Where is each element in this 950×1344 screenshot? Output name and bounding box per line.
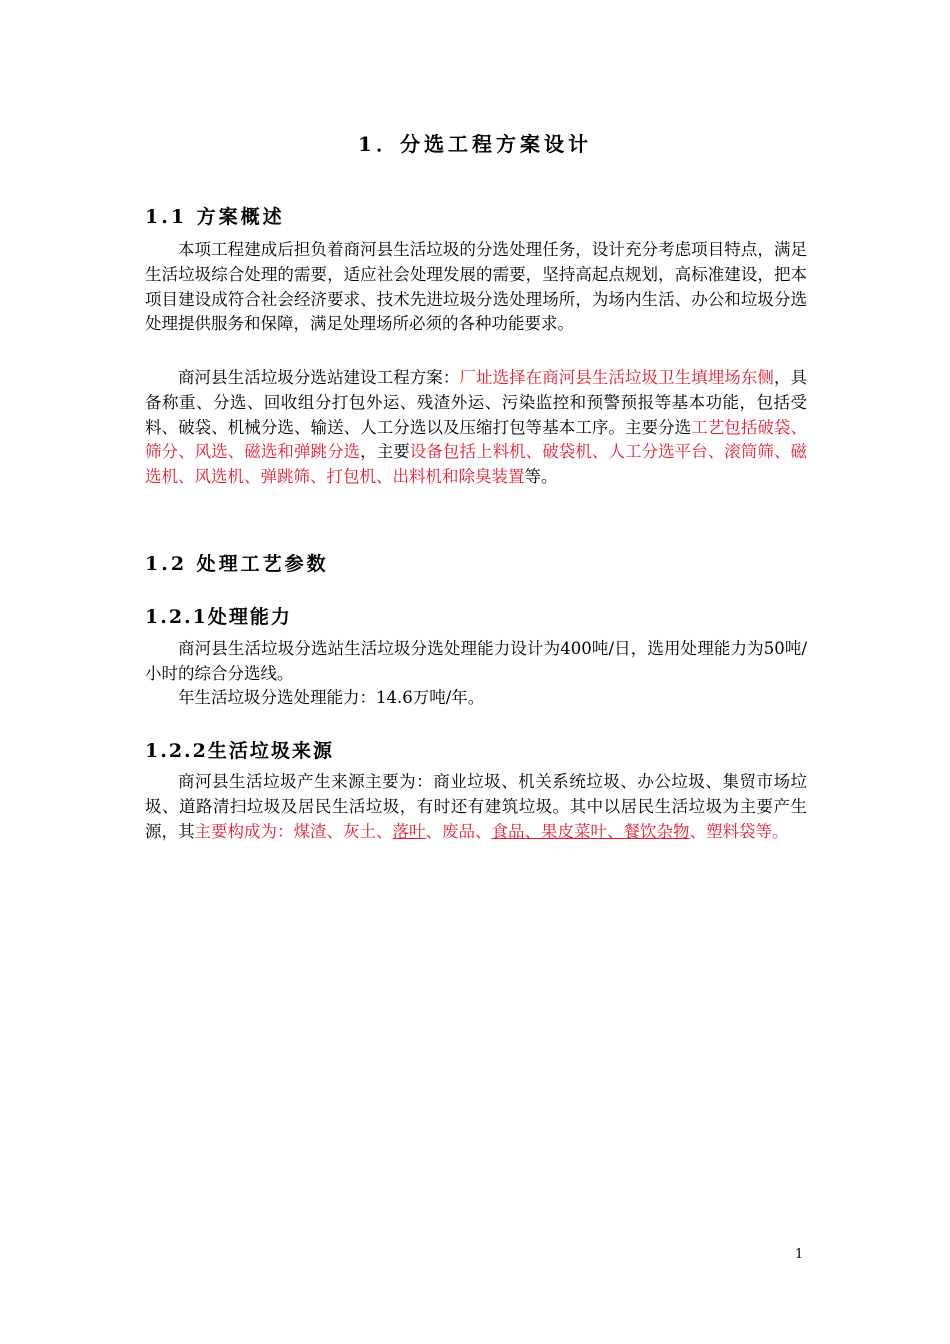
paragraph-capacity: 商河县生活垃圾分选站生活垃圾分选处理能力设计为400吨/日，选用处理能力为50吨/小时的综合分选线。 bbox=[145, 639, 807, 683]
page-title: 1．分选工程方案设计 bbox=[358, 132, 592, 156]
paragraph-plan bbox=[145, 366, 807, 490]
sources-food-highlight: 食品、果皮菜叶、餐饮杂物 bbox=[491, 821, 690, 841]
sources-text-a: 商河县生活垃圾产生来源主要为：商业垃圾、机关系统垃圾、办公垃圾、集贸市场垃圾、道路清扫垃圾及居民生活垃圾，有时还有建筑垃圾。其中以居民生活垃圾为主要产生源，其 bbox=[145, 772, 807, 841]
page-number: 1 bbox=[795, 1247, 804, 1262]
section-heading-1-2-2: 1.2.2生活垃圾来源 bbox=[145, 740, 334, 762]
plan-text-e: ，主要 bbox=[360, 442, 410, 462]
section-heading-1-2-1: 1.2.1处理能力 bbox=[145, 606, 292, 628]
plan-equipment-highlight: 设备包括上料机、破袋机、人工分选平台、滚筒筛、磁选机、风选机、弹跳筛、打包机、出料机和除臭装置 bbox=[145, 442, 808, 487]
paragraph-annual-capacity: 年生活垃圾分选处理能力：14.6万吨/年。 bbox=[178, 688, 485, 707]
plan-process-highlight: 工艺包括破袋、筛分、风选、磁选和弹跳分选 bbox=[145, 417, 808, 462]
paragraph-sources bbox=[145, 770, 807, 844]
plan-text-g: 等。 bbox=[524, 467, 558, 487]
plan-text-c: ，具备称重、分选、回收组分打包外运、残渣外运、污染监控和预警预报等基本功能，包括受料、破袋、机械分选、输送、人工分选以及压缩打包等基本工序。主要分选 bbox=[145, 368, 808, 437]
paragraph-overview: 本项工程建成后担负着商河县生活垃圾的分选处理任务，设计充分考虑项目特点，满足生活垃圾综合处理的需要，适应社会处理发展的需要，坚持高起点规划，高标准建设，把本项目建设成符合社会经济要求、技术先进垃圾分选处理场所，为场内生活、办公和垃圾分选处理提供服务和保障，满足处理场所必须的各种功能要求。 bbox=[145, 240, 807, 334]
sources-plastic-highlight: 、塑料袋等。 bbox=[689, 821, 789, 841]
section-heading-1-2: 1.2 处理工艺参数 bbox=[145, 553, 329, 575]
sources-leaves-highlight: 落叶 bbox=[392, 821, 426, 841]
plan-site-highlight: 厂址选择在商河县生活垃圾卫生填埋场东侧 bbox=[459, 368, 774, 387]
sources-waste-highlight: 、废品、 bbox=[425, 821, 492, 841]
section-heading-1-1: 1.1 方案概述 bbox=[145, 206, 285, 228]
plan-text-a: 商河县生活垃圾分选站建设工程方案： bbox=[178, 368, 460, 387]
sources-composition-highlight: 主要构成为：煤渣、灰土、 bbox=[194, 821, 393, 841]
